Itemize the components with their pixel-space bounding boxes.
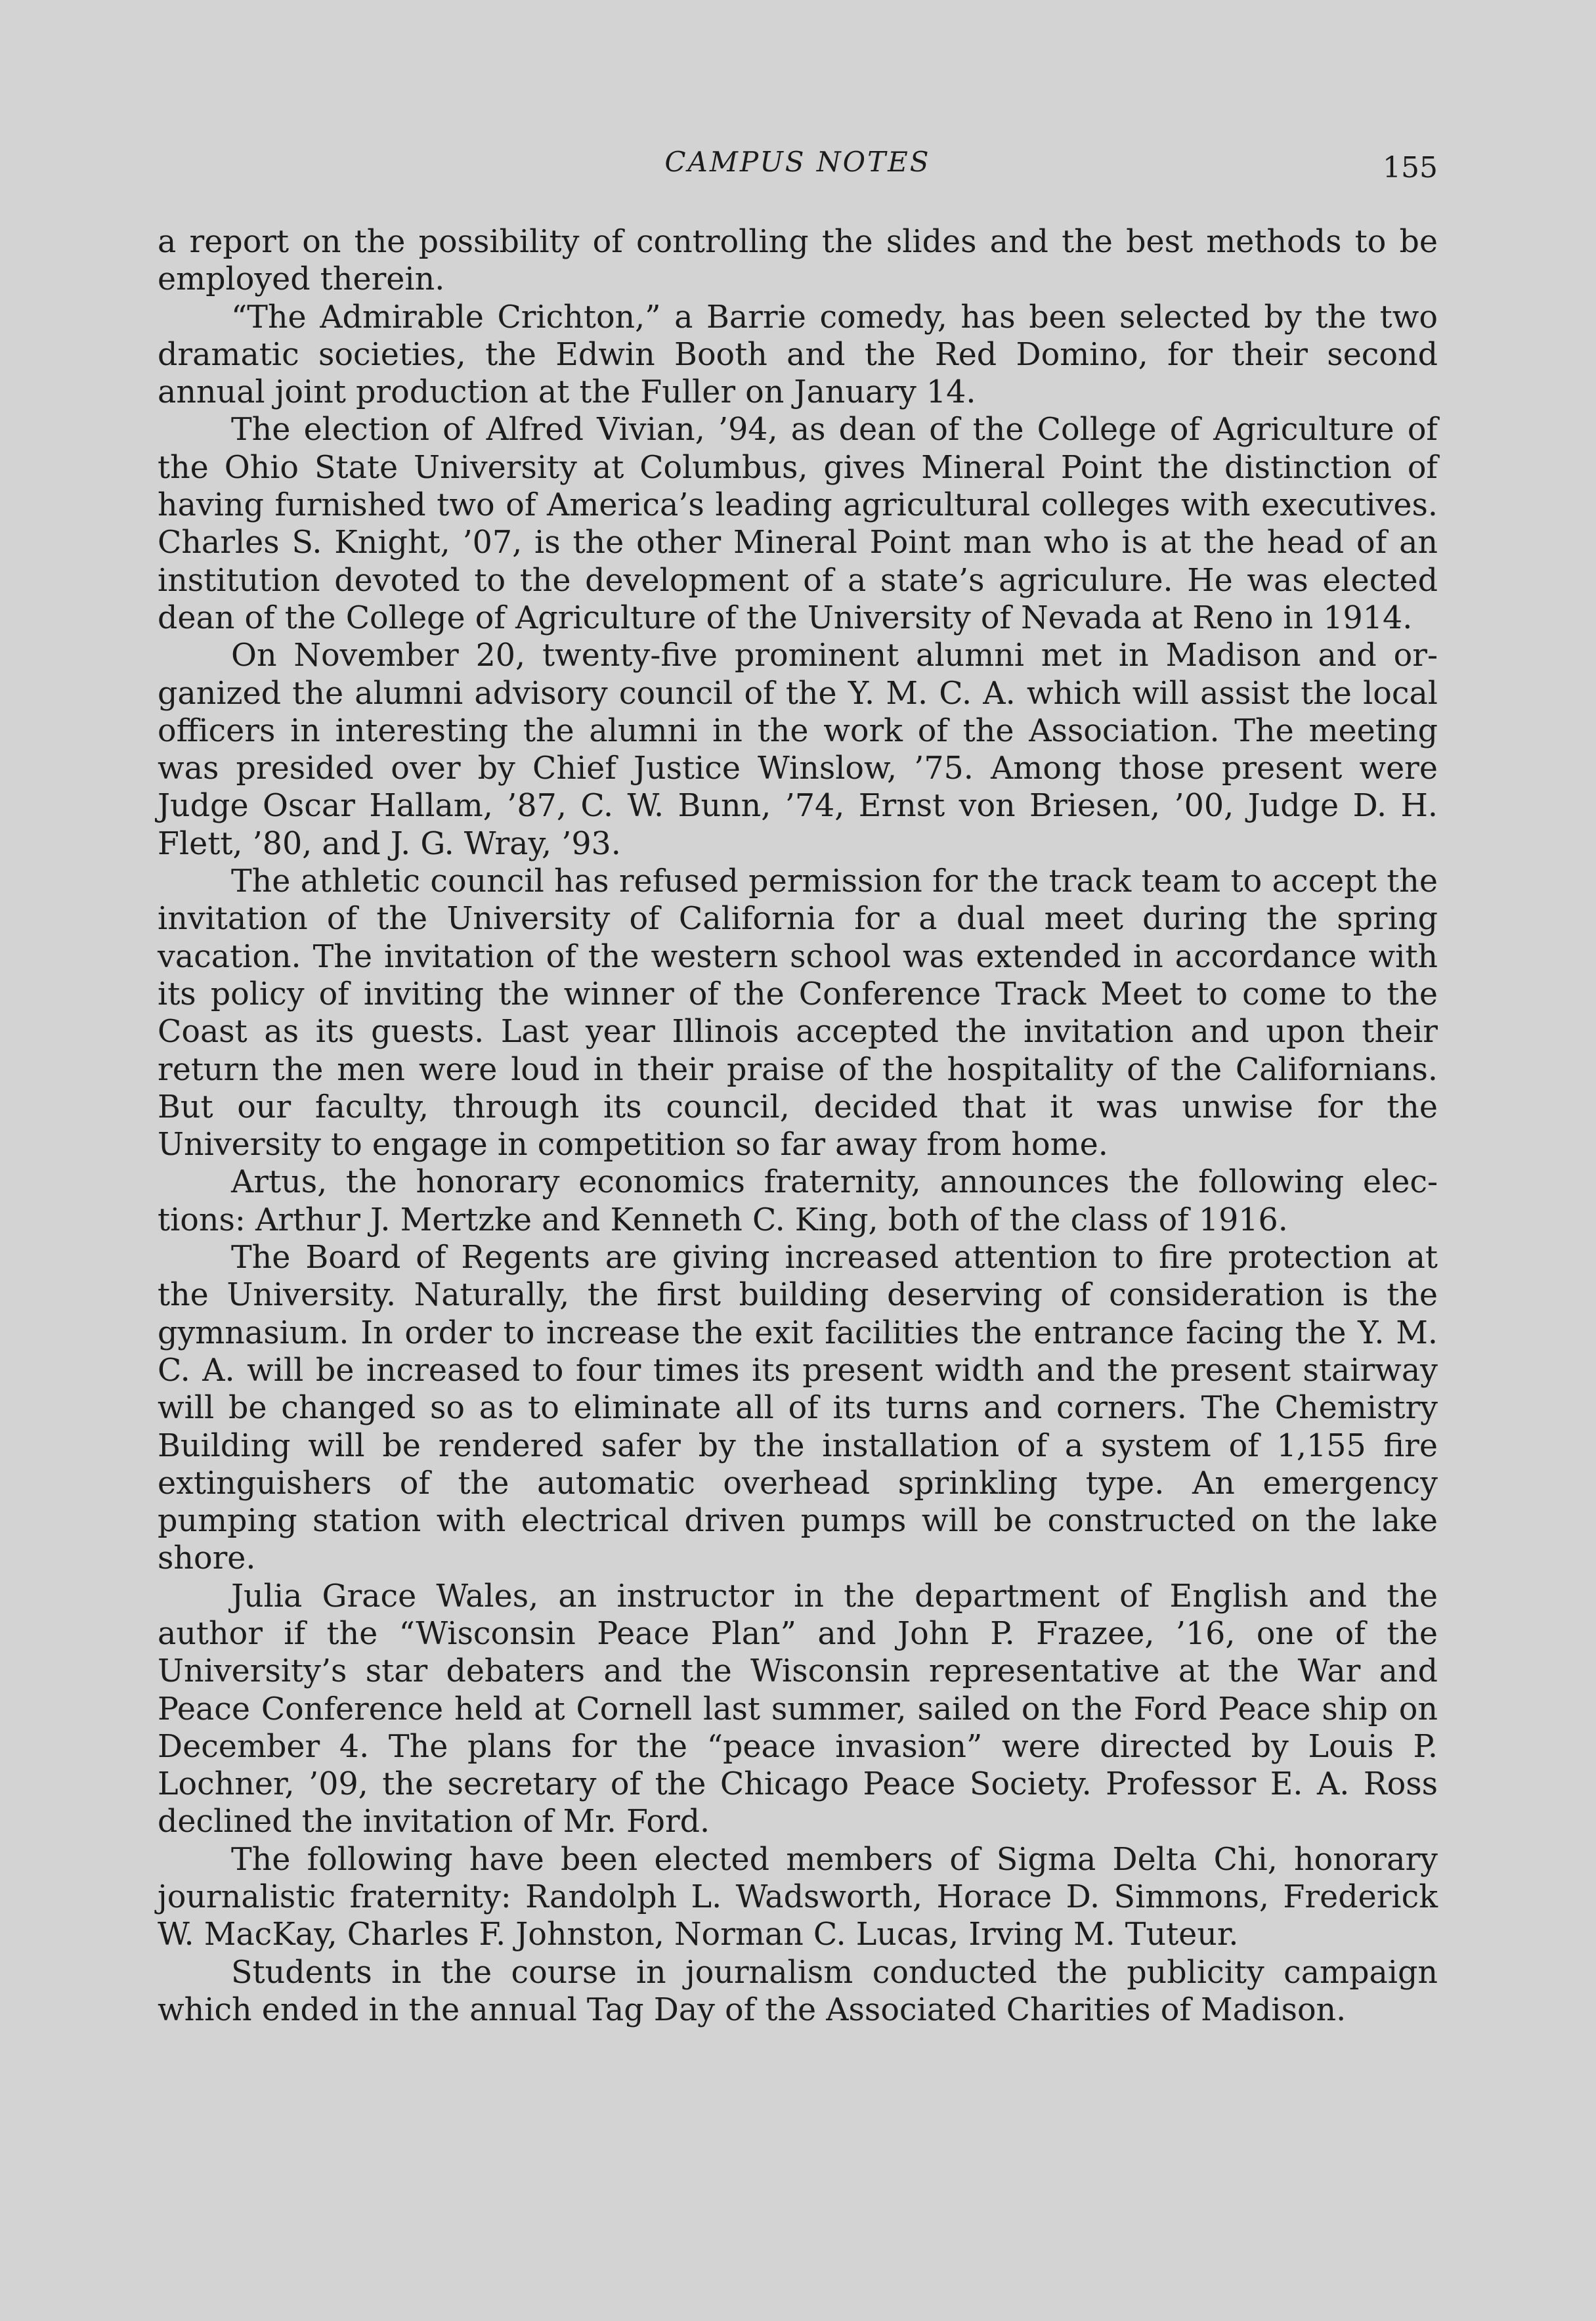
paragraph: The Board of Regents are giving increased attention to fire protection at the University. Naturally, the first building deserving of consideration is the gymnasium. In order to increase the exit facilities the entrance facing the Y. M. C. A. will be increased to four times its present width and the present stairway will be changed so as to eliminate all of its turns and corners. The Chemistry Building will be rendered safer by the installation of a system of 1,155 fire extinguishers of the automatic overhead sprinkling type. An emergency pumping station with electrical driven pumps will be constructed on the lake shore. (158, 1240, 1438, 1577)
paragraph: “The Admirable Crichton,” a Barrie comedy, has been selected by the two dramatic societies, the Edwin Booth and the Red Domino, for their second annual joint production at the Fuller on January 14. (158, 299, 1438, 411)
page-number: 155 (1383, 151, 1438, 184)
page-header (158, 146, 1438, 192)
paragraph: Julia Grace Wales, an instructor in the department of English and the author if the “Wisconsin Peace Plan” and John P. Frazee, ’16, one of the University’s star debaters and the Wisconsin representative at the War and Peace Conference held at Cornell last summer, sailed on the Ford Peace ship on December 4. The plans for the “peace invasion” were directed by Louis P. Lochner, ’09, the secretary of the Chicago Peace Society. Professor E. A. Ross declined the invitation of Mr. Ford. (158, 1578, 1438, 1840)
paragraph: The election of Alfred Vivian, ’94, as dean of the College of Agriculture of the Ohio State University at Columbus, gives Mineral Point the distinction of having furnished two of America’s leading agricultural colleges with executives. Charles S. Knight, ’07, is the other Mineral Point man who is at the head of an institution devoted to the development of a state’s agriculure. He was elected dean of the College of Agriculture of the University of Nevada at Reno in 1914. (158, 412, 1438, 636)
paragraph: The following have been elected members of Sigma Delta Chi, honorary journalistic fraternity: Randolph L. Wadsworth, Horace D. Simmons, Frederick W. MacKay, Charles F. Johnston, Norman C. Lucas, Irving M. Tuteur. (158, 1841, 1438, 1953)
paragraph: The athletic council has refused permission for the track team to accept the invitation of the University of California for a dual meet during the spring vacation. The invitation of the western school was extended in accordance with its policy of inviting the winner of the Conference Track Meet to come to the Coast as its guests. Last year Illinois accepted the invitation and upon their return the men were loud in their praise of the hospitality of the Californians. But our faculty, through its council, decided that it was unwise for the University to engage in competition so far away from home. (158, 863, 1438, 1163)
paragraph: Students in the course in journalism conducted the publicity campaign which ended in the annual Tag Day of the Associated Charities of Madison. (158, 1954, 1438, 2028)
body-text (158, 223, 1438, 2029)
paragraph: a report on the possibility of controlling the slides and the best methods to be employed therein. (158, 224, 1438, 298)
paragraph: Artus, the honorary economics fraternity, announces the following elections: Arthur J. Mertzke and Kenneth C. King, both of the class of 1916. (158, 1164, 1438, 1238)
running-head: CAMPUS NOTES (664, 146, 931, 178)
paragraph: On November 20, twenty-five prominent alumni met in Madison and organized the alumni advisory council of the Y. M. C. A. which will assist the local officers in interesting the alumni in the work of the Association. The meeting was presided over by Chief Justice Winslow, ’75. Among those present were Judge Oscar Hallam, ’87, C. W. Bunn, ’74, Ernst von Briesen, ’00, Judge D. H. Flett, ’80, and J. G. Wray, ’93. (158, 638, 1438, 862)
